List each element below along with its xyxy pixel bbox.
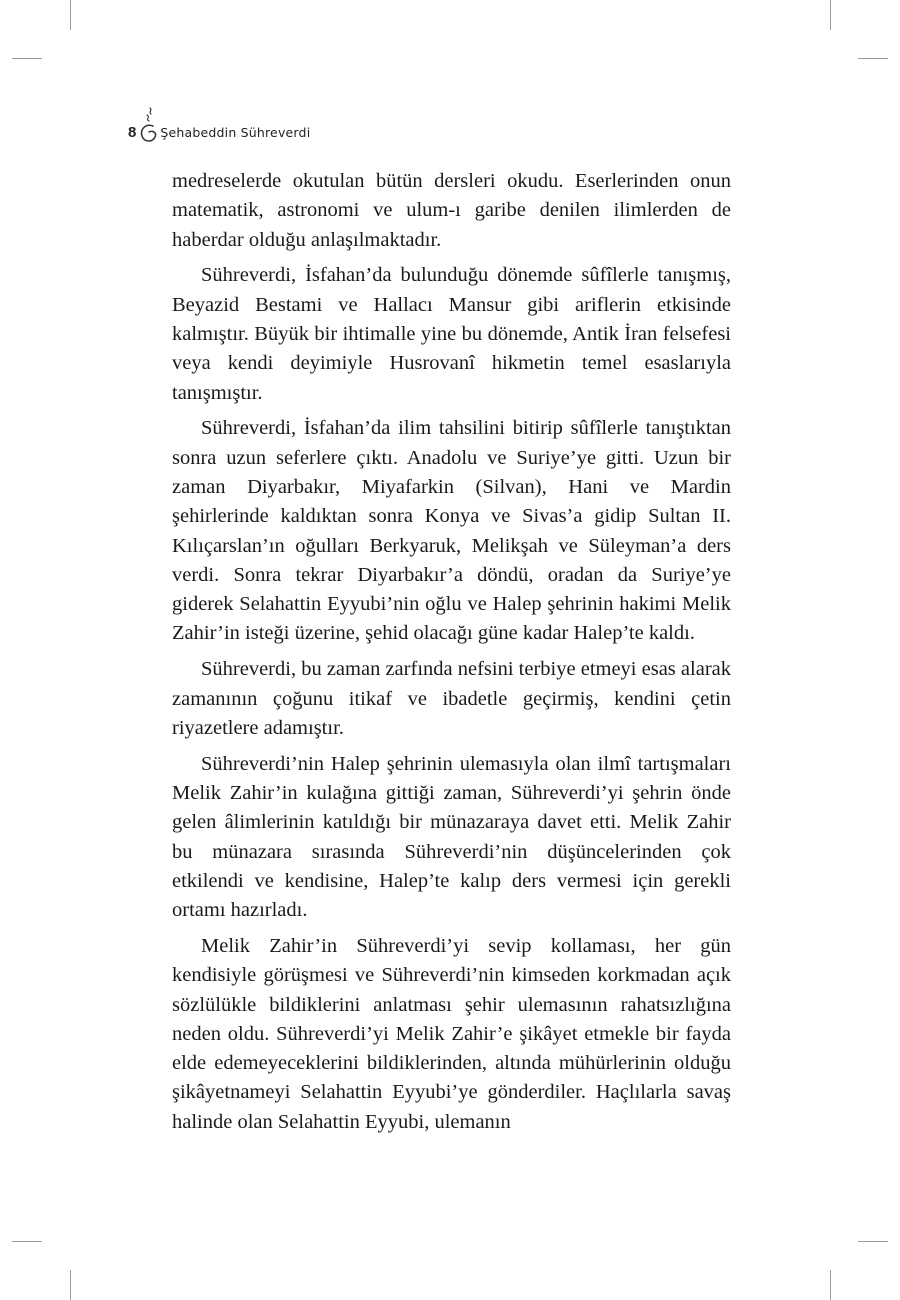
page-number: 8 (128, 124, 137, 141)
crop-mark-left-top (12, 58, 42, 59)
crop-mark-top-right (830, 0, 831, 30)
crop-mark-left-bottom (12, 1241, 42, 1242)
page-body (172, 167, 731, 1137)
running-header (128, 104, 310, 144)
paragraph: Sühreverdi’nin Halep şehrinin ulemasıyla olan ilmî tartışmaları Melik Zahir’in kulağına gittiği zaman, Sühreverdi’yi şehrin önde gelen âlimlerinin katıldığı bir münazaraya davet etti. Melik Zahir bu münazara sırasında Sühreverdi’nin düşüncelerinden çok etkilendi ve kendisine, Halep’te kalıp ders vermesi için gerekli ortamı hazırladı. (172, 752, 731, 922)
crop-mark-bottom-left (70, 1270, 71, 1300)
crop-mark-right-top (858, 58, 888, 59)
paragraph: Sühreverdi, İsfahan’da bulunduğu dönemde sûfîlerle tanışmış, Beyazid Bestami ve Hallacı Mansur gibi ariflerin etkisinde kalmıştır. Büyük bir ihtimalle yine bu dönemde, Antik İran felsefesi veya kendi deyimiyle Husrovanî hikmetin temel esaslarıyla tanışmıştır. (172, 264, 731, 404)
paragraph: Melik Zahir’in Sühreverdi’yi sevip kollaması, her gün kendisiyle görüşmesi ve Sühreverdi’nin kimseden korkmadan açık sözlülükle bildiklerini anlatması şehir ulemasının rahatsızlığına neden oldu. Sühreverdi’yi Melik Zahir’e şikâyet etmekle bir fayda elde edemeyeceklerini bildiklerinden, altında mühürlerinin olduğu şikâyetnameyi Selahattin Eyyubi’ye gönderdiler. Haçlılarla savaş halinde olan Selahattin Eyyubi, ulemanın (172, 934, 731, 1133)
crop-mark-top-left (70, 0, 71, 30)
crop-mark-bottom-right (830, 1270, 831, 1300)
paragraph: Sühreverdi, İsfahan’da ilim tahsilini bitirip sûfîlerle tanıştıktan sonra uzun seferlere çıktı. Anadolu ve Suriye’ye gitti. Uzun bir zaman Diyarbakır, Miyafarkin (Silvan), Hani ve Mardin şehirlerinde kaldıktan sonra Konya ve Sivas’a gidip Sultan II. Kılıçarslan’ın oğulları Berkyaruk, Melikşah ve Süleyman’a ders verdi. Sonra tekrar Diyarbakır’a döndü, oradan da Suriye’ye giderek Selahattin Eyyubi’nin oğlu ve Halep şehrinin hakimi Melik Zahir’in isteği üzerine, şehid olacağı güne kadar Halep’te kaldı. (172, 417, 731, 645)
crop-mark-right-bottom (858, 1241, 888, 1242)
running-title: Şehabeddin Sühreverdi (160, 124, 311, 140)
paragraph: Sühreverdi, bu zaman zarfında nefsini terbiye etmeyi esas alarak zamanının çoğunu itikaf ve ibadetle geçirmiş, kendini çetin riyazetlere adamıştır. (172, 658, 731, 739)
paragraph: medreselerde okutulan bütün dersleri okudu. Eserlerinden onun matematik, astronomi ve ulum-ı garibe denilen ilimlerden de haberdar olduğu anlaşılmaktadır. (172, 170, 731, 251)
calligraphic-ornament-icon (139, 106, 157, 144)
